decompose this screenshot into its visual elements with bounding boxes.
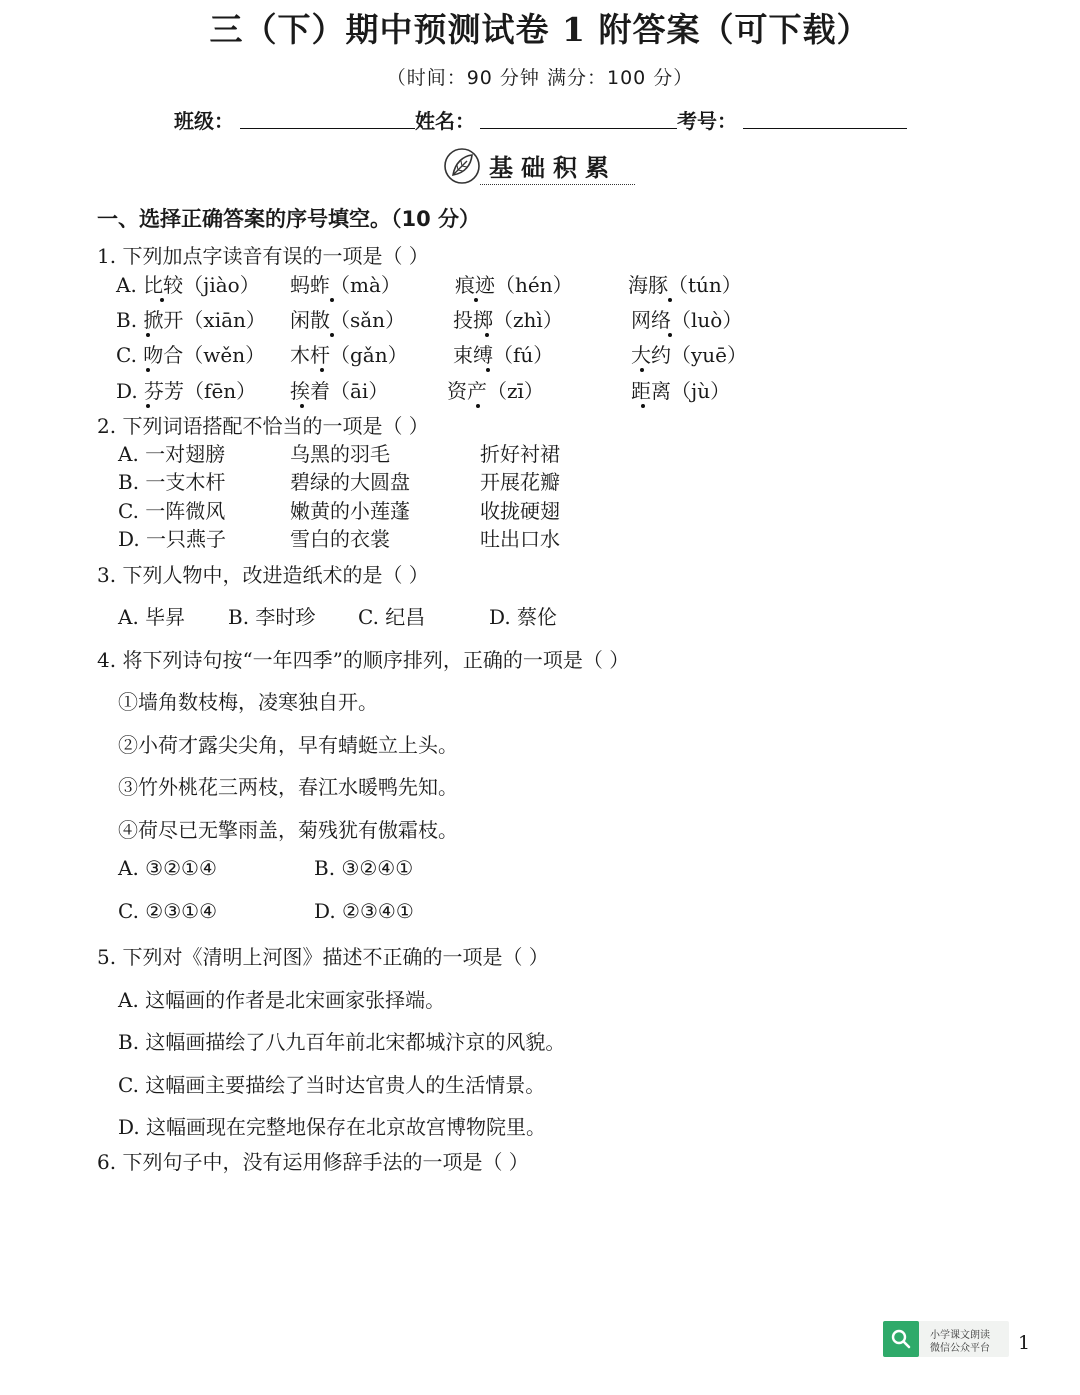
emphasis-dot <box>146 333 150 337</box>
emphasis-dot <box>330 333 334 337</box>
watermark <box>883 1321 1009 1357</box>
q1-option-a-1: A. 比较（jiào） <box>116 273 260 297</box>
q4-poem-line-2: ②小荷才露尖尖角，早有蜻蜓立上头。 <box>118 733 458 757</box>
q4-poem-line-4: ④荷尽已无擎雨盖，菊残犹有傲霜枝。 <box>118 818 458 842</box>
q2-option-d-3: 吐出口水 <box>480 527 560 551</box>
emphasis-dot <box>486 368 490 372</box>
q4-option-d: D. ②③④① <box>314 899 414 923</box>
q5-option-b: B. 这幅画描绘了八九百年前北宋都城汴京的风貌。 <box>118 1030 566 1054</box>
emphasis-dot <box>146 404 150 408</box>
emphasis-dot <box>300 404 304 408</box>
q2-option-b-2: 碧绿的大圆盘 <box>290 470 410 494</box>
q2-option-a-2: 乌黑的羽毛 <box>290 442 390 466</box>
q4-option-b: B. ③②④① <box>314 856 414 880</box>
search-icon <box>883 1321 919 1357</box>
q2-option-c-3: 收拢硬翅 <box>480 499 560 523</box>
q1-option-c-4: 大约（yuē） <box>631 343 748 367</box>
q3-option-d: D. 蔡伦 <box>489 605 558 629</box>
emphasis-dot <box>640 368 644 372</box>
q1-option-c-3: 束缚（fú） <box>453 343 554 367</box>
emphasis-dot <box>330 298 334 302</box>
q5-option-c: C. 这幅画主要描绘了当时达官贵人的生活情景。 <box>118 1073 546 1097</box>
q1-option-b-4: 网络（luò） <box>631 308 743 332</box>
q2-option-a-3: 折好衬裙 <box>480 442 560 466</box>
q2-option-c-1: C. 一阵微风 <box>118 499 226 523</box>
emphasis-dot <box>641 404 645 408</box>
q4-option-c: C. ②③①④ <box>118 899 218 923</box>
q4-poem-line-3: ③竹外桃花三两枝，春江水暖鸭先知。 <box>118 775 458 799</box>
badge-underline <box>480 184 635 185</box>
q2-option-c-2: 嫩黄的小莲蓬 <box>290 499 410 523</box>
q1-option-b-3: 投掷（zhì） <box>453 308 563 332</box>
question-3-stem: 3. 下列人物中，改进造纸术的是（ ） <box>97 563 429 587</box>
page-title: 三（下）期中预测试卷 1 附答案（可下载） <box>209 10 871 49</box>
q1-option-c-1: C. 吻合（wěn） <box>116 343 266 367</box>
q2-option-b-3: 开展花瓣 <box>480 470 560 494</box>
q2-option-d-2: 雪白的衣裳 <box>290 527 390 551</box>
question-5-stem: 5. 下列对《清明上河图》描述不正确的一项是（ ） <box>97 945 549 969</box>
q1-option-d-2: 挨着（āi） <box>290 379 389 403</box>
emphasis-dot <box>476 404 480 408</box>
q1-option-d-3: 资产（zī） <box>447 379 544 403</box>
q4-poem-line-1: ①墙角数枝梅，凌寒独自开。 <box>118 690 378 714</box>
q3-option-b: B. 李时珍 <box>228 605 316 629</box>
q4-option-a: A. ③②①④ <box>118 856 217 880</box>
exam-info: （时间：90 分钟 满分：100 分） <box>386 67 694 89</box>
class-field <box>240 128 415 129</box>
q2-option-b-1: B. 一支木杆 <box>118 470 226 494</box>
emphasis-dot <box>668 333 672 337</box>
q3-option-a: A. 毕昇 <box>118 605 186 629</box>
emphasis-dot <box>320 368 324 372</box>
question-2-stem: 2. 下列词语搭配不恰当的一项是（ ） <box>97 414 429 438</box>
number-field <box>743 128 907 129</box>
q1-option-a-3: 痕迹（hén） <box>455 273 573 297</box>
q1-option-a-2: 蚂蚱（mà） <box>290 273 401 297</box>
name-label: 姓名： <box>415 109 475 133</box>
q1-option-b-1: B. 掀开（xiān） <box>116 308 266 332</box>
section-badge: 基础积累 <box>489 154 617 182</box>
number-label: 考号： <box>677 109 737 133</box>
question-1-stem: 1. 下列加点字读音有误的一项是（ ） <box>97 244 429 268</box>
q1-option-d-1: D. 芬芳（fēn） <box>116 379 257 403</box>
q5-option-d: D. 这幅画现在完整地保存在北京故宫博物院里。 <box>118 1115 547 1139</box>
q2-option-a-1: A. 一对翅膀 <box>118 442 226 466</box>
watermark-line-2: 微信公众平台 <box>930 1343 990 1354</box>
q1-option-d-4: 距离（jù） <box>631 379 731 403</box>
question-6-stem: 6. 下列句子中，没有运用修辞手法的一项是（ ） <box>97 1150 529 1174</box>
q1-option-b-2: 闲散（sǎn） <box>290 308 406 332</box>
q1-option-c-2: 木杆（gǎn） <box>290 343 408 367</box>
leaf-icon <box>443 147 481 185</box>
q3-option-c: C. 纪昌 <box>358 605 426 629</box>
question-4-stem: 4. 将下列诗句按“一年四季”的顺序排列，正确的一项是（ ） <box>97 648 630 672</box>
emphasis-dot <box>668 298 672 302</box>
emphasis-dot <box>160 298 164 302</box>
page-number: 1 <box>1018 1332 1031 1354</box>
name-field <box>480 128 677 129</box>
q2-option-d-1: D. 一只燕子 <box>118 527 227 551</box>
emphasis-dot <box>146 368 150 372</box>
section-heading: 一、选择正确答案的序号填空。（10 分） <box>97 207 481 231</box>
class-label: 班级： <box>174 109 234 133</box>
emphasis-dot <box>485 333 489 337</box>
watermark-line-1: 小学课文朗读 <box>930 1330 990 1341</box>
q5-option-a: A. 这幅画的作者是北宋画家张择端。 <box>118 988 446 1012</box>
q1-option-a-4: 海豚（tún） <box>628 273 742 297</box>
emphasis-dot <box>474 298 478 302</box>
